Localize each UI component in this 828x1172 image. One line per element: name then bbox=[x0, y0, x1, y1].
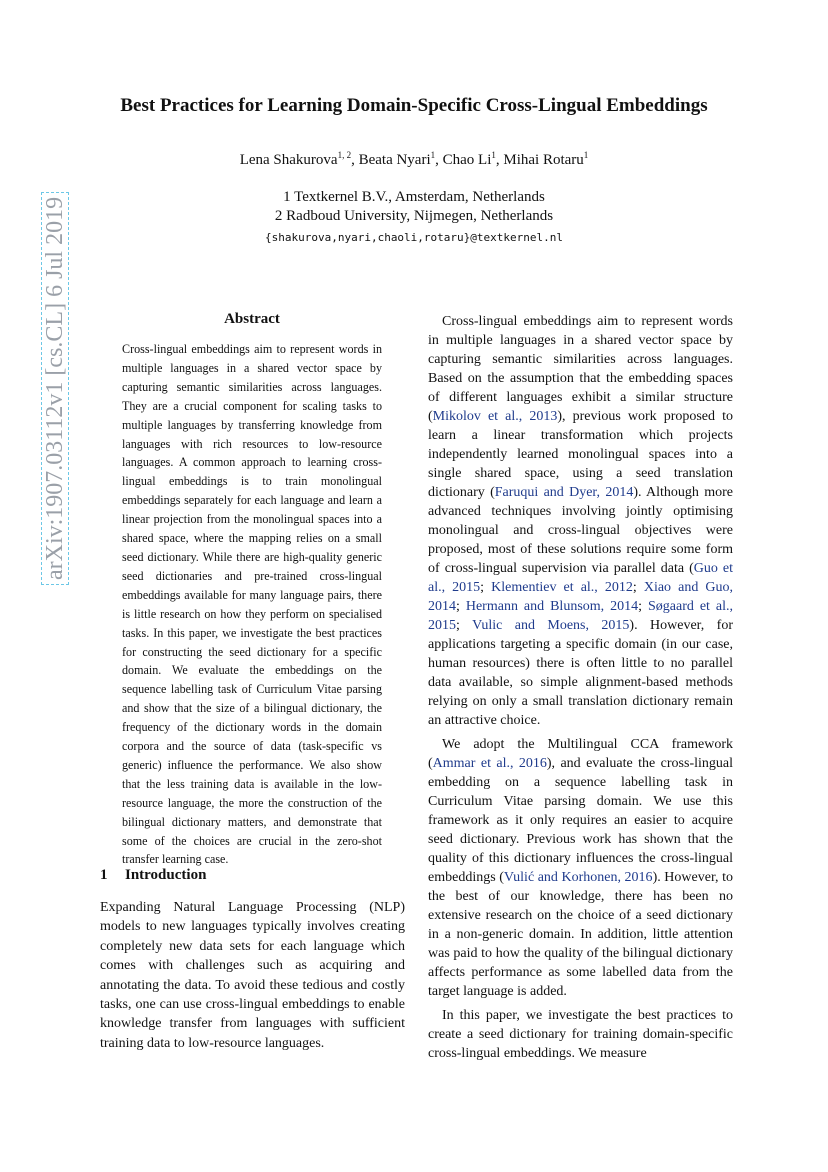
author-name: Lena Shakurova bbox=[239, 152, 338, 168]
citation-link[interactable]: Hermann and Blunsom, 2014 bbox=[465, 599, 639, 614]
author-name: Chao Li bbox=[442, 152, 492, 168]
citation-link[interactable]: Klementiev et al., 2012 bbox=[491, 580, 633, 595]
author-affiliation-mark: 1 bbox=[430, 150, 436, 160]
citation-link[interactable]: Ammar et al., 2016 bbox=[432, 756, 547, 771]
citation-link[interactable]: Mikolov et al., 2013 bbox=[432, 409, 558, 424]
citation-link[interactable]: Xiao and Guo, 2014 bbox=[428, 580, 733, 614]
abstract-heading: Abstract bbox=[224, 311, 280, 327]
section-heading bbox=[100, 867, 206, 884]
body-paragraph: We adopt the Multilingual CCA framework (Ammar et al., 2016), and evaluate the cross-lingual embedding on a sequence labelling task in Curriculum Vitae parsing domain. We use this framework as it only requires an easier to acquire seed dictionary. Previous work has shown that the quality of this dictionary influences the cross-lingual embeddings (Vulić and Korhonen, 2016). However, to the best of our knowledge, there has been no extensive research on the choice of a seed dictionary in a non-generic domain. In addition, little attention was paid to how the quality of the bilingual dictionary affects performance as some labelled data from the target language is added. bbox=[428, 737, 733, 999]
author-affiliation-mark: 1, 2 bbox=[337, 150, 352, 160]
citation-link[interactable]: Vulić and Korhonen, 2016 bbox=[503, 870, 653, 885]
affiliation: 2 Radboud University, Nijmegen, Netherlands bbox=[274, 208, 554, 224]
author-name: Beata Nyari bbox=[358, 152, 431, 168]
arxiv-identifier: arXiv:1907.03112v1 [cs.CL] 6 Jul 2019 bbox=[42, 192, 69, 585]
intro-paragraph: Expanding Natural Language Processing (NLP) models to new languages typically involves creating completely new data sets for each language which comes with challenges such as acquiring and annotating the data. To avoid these tedious and costly tasks, one can use cross-lingual embeddings to enable knowledge transfer from languages with sufficient training data to low-resource languages. bbox=[100, 900, 405, 1051]
citation-link[interactable]: Vulic and Moens, 2015 bbox=[472, 618, 630, 633]
author-affiliation-mark: 1 bbox=[583, 150, 589, 160]
abstract-text: Cross-lingual embeddings aim to represent words in multiple languages in a shared vector space by capturing semantic similarities across languages. They are a crucial component for scaling tasks to multiple languages by transferring knowledge from languages with rich resources to low-resource languages. A common approach to learning cross-lingual embeddings is to train monolingual embeddings separately for each language and learn a linear projection from the monolingual spaces into a shared space, where the mapping relies on a small seed dictionary. While there are high-quality generic seed dictionaries and pre-trained cross-lingual embeddings available for many language pairs, there is little research on how they perform on specialised tasks. In this paper, we investigate the best practices for constructing the seed dictionary for a specific domain. We evaluate the embeddings on the sequence labelling task of Curriculum Vitae parsing and show that the size of a bilingual dictionary, the frequency of the dictionary words in the domain corpora and the source of data (task-specific vs generic) influence the performance. We also show that the less training data is available in the low-resource language, the more the construction of the bilingual dictionary matters, and demonstrate that some of the choices are crucial in the zero-shot transfer learning case. bbox=[122, 342, 382, 867]
paper-title: Best Practices for Learning Domain-Specific Cross-Lingual Embeddings bbox=[120, 95, 708, 116]
body-paragraph: Cross-lingual embeddings aim to represent words in multiple languages in a shared vector space by capturing semantic similarities across languages. Based on the assumption that the embedding spaces of different languages exhibit a similar structure (Mikolov et al., 2013), previous work proposed to learn a linear transformation which projects independently learned monolingual spaces into a single shared space, using a seed translation dictionary (Faruqui and Dyer, 2014). Although more advanced techniques involving jointly optimising monolingual and cross-lingual objectives were proposed, most of these solutions require some form of cross-lingual supervision via parallel data (Guo et al., 2015; Klementiev et al., 2012; Xiao and Guo, 2014; Hermann and Blunsom, 2014; Søgaard et al., 2015; Vulic and Moens, 2015). However, for applications targeting a specific domain (in our case, human resources) there is often little to no parallel data available, so simple alignment-based methods relying on only a small translation dictionary remain an attractive choice. bbox=[428, 314, 733, 728]
citation-link[interactable]: Faruqui and Dyer, 2014 bbox=[494, 485, 634, 500]
body-paragraph: In this paper, we investigate the best practices to create a seed dictionary for training domain-specific cross-lingual embeddings. We measure bbox=[428, 1008, 733, 1061]
citation-link[interactable]: Guo et al., 2015 bbox=[428, 561, 733, 595]
section-title: Introduction bbox=[125, 867, 207, 883]
citation-link[interactable]: Søgaard et al., 2015 bbox=[428, 599, 733, 633]
section-number: 1 bbox=[100, 867, 108, 883]
author-affiliation-mark: 1 bbox=[491, 150, 496, 160]
right-column bbox=[428, 312, 733, 1068]
author-list: Lena Shakurova$^{1, 2}$, Beata Nyari$^1$, Chao Li$^1$, Mihai Rotaru$^1$ bbox=[239, 150, 589, 168]
author-emails: {shakurova,nyari,chaoli,rotaru}@textkernel.nl bbox=[264, 231, 563, 244]
author-name: Mihai Rotaru bbox=[503, 152, 584, 168]
affiliation: 1 Textkernel B.V., Amsterdam, Netherlands bbox=[283, 189, 545, 205]
